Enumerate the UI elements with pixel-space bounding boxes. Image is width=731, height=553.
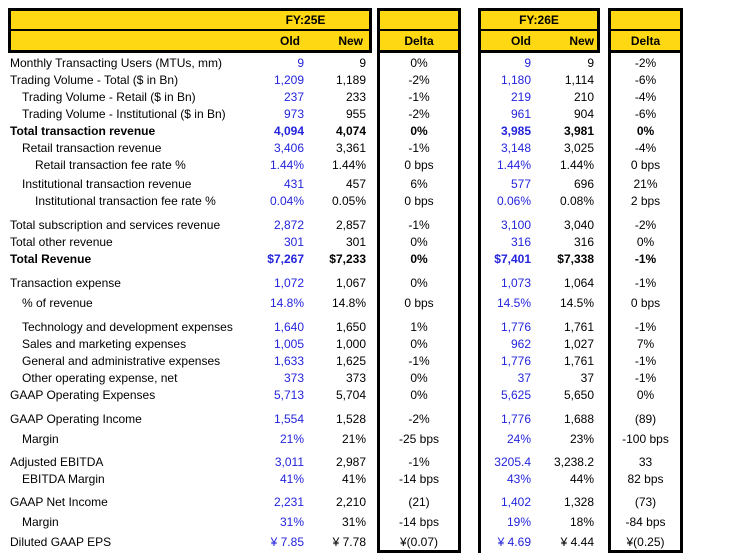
fy26-delta-cell: -84 bps [625, 515, 666, 529]
table-row [481, 89, 600, 106]
fy26-delta-cell: -6% [634, 73, 657, 87]
fy25-old-cell: 2,872 [273, 218, 304, 232]
table-row [8, 193, 372, 210]
table-row [8, 140, 372, 157]
table-row [481, 106, 600, 123]
fy26-old-cell: 1,180 [500, 73, 531, 87]
fy26-old-cell: 3205.4 [494, 455, 531, 469]
fy26-year-label: FY:26E [519, 13, 559, 27]
fy25-delta-header-blank [380, 11, 458, 31]
fy26-delta-cell: 0% [636, 388, 655, 402]
table-row [481, 370, 600, 387]
table-row [8, 176, 372, 193]
row-label: Retail transaction revenue [22, 141, 162, 155]
fy26-new-cell: 1,027 [563, 337, 594, 351]
fy26-delta-cell: 21% [633, 177, 658, 191]
table-row [481, 72, 600, 89]
fy26-old-cell: 19% [506, 515, 531, 529]
fy26-delta-cell: -1% [634, 252, 657, 266]
fy26-old-column-header: Old [511, 33, 531, 48]
fy26-old-cell: 43% [506, 472, 531, 486]
fy26-delta-cell: -4% [634, 141, 657, 155]
fy26-delta-cell: 0 bps [630, 158, 661, 172]
row-label: Retail transaction fee rate % [35, 158, 186, 172]
table-row [481, 353, 600, 370]
fy26-new-cell: 0.08% [559, 194, 594, 208]
fy25-delta-cell: 0 bps [404, 158, 434, 172]
fy25-old-cell: 237 [283, 90, 304, 104]
fy26-old-cell: 1,073 [500, 276, 531, 290]
fy26-new-cell: 3,981 [563, 124, 594, 138]
fy26-old-cell: 1,402 [500, 495, 531, 509]
fy26-delta-cell: -6% [634, 107, 657, 121]
fy26-section [478, 8, 600, 553]
table-row [8, 336, 372, 353]
fy25-new-cell: 1,625 [335, 354, 366, 368]
table-row [481, 251, 600, 268]
fy25-old-cell: 1,554 [273, 412, 304, 426]
fy25-delta-header [380, 11, 458, 53]
fy25-delta-cell: ¥(0.07) [399, 535, 439, 549]
fy26-new-cell: 1,328 [563, 495, 594, 509]
row-label: Margin [22, 432, 59, 446]
fy25-delta-cell: 0 bps [404, 194, 434, 208]
fy25-delta-cell: 0% [410, 276, 428, 290]
row-label: Margin [22, 515, 59, 529]
table-row [481, 336, 600, 353]
fy26-new-cell: ¥ 4.44 [560, 535, 594, 549]
fy25-header-box [8, 8, 372, 53]
row-label: Trading Volume - Institutional ($ in Bn) [22, 107, 226, 121]
fy26-delta-cell: 7% [636, 337, 655, 351]
fy26-delta-cell: ¥(0.25) [626, 535, 665, 549]
row-label: Adjusted EBITDA [10, 455, 104, 469]
row-label: Technology and development expenses [22, 320, 233, 334]
fy25-old-cell: 1.44% [269, 158, 304, 172]
fy25-new-column-header: New [338, 33, 363, 48]
fy26-delta-box [608, 8, 683, 553]
table-row [481, 387, 600, 404]
table-row [481, 431, 600, 448]
fy26-delta-cell: -1% [634, 320, 657, 334]
table-row [8, 471, 372, 488]
table-row [481, 494, 600, 511]
fy25-new-cell: 1.44% [331, 158, 366, 172]
table-row [8, 157, 372, 174]
table-row [481, 176, 600, 193]
table-row [8, 275, 372, 292]
fy25-new-cell: 31% [341, 515, 366, 529]
fy26-new-cell: 3,025 [563, 141, 594, 155]
fy25-year-label: FY:25E [285, 13, 326, 27]
fy26-delta-cell: -4% [634, 90, 657, 104]
table-row [8, 234, 372, 251]
fy25-new-cell: 3,361 [335, 141, 366, 155]
fy25-delta-cell: 0% [410, 388, 428, 402]
fy25-new-cell: 2,857 [335, 218, 366, 232]
fy25-old-cell: ¥ 7.85 [270, 535, 304, 549]
fy25-new-cell: 1,000 [335, 337, 366, 351]
fy26-old-cell: 961 [510, 107, 531, 121]
fy25-delta-body [380, 53, 458, 551]
row-label: Institutional transaction fee rate % [35, 194, 216, 208]
fy25-new-cell: 41% [341, 472, 366, 486]
fy26-old-cell: 3,985 [500, 124, 531, 138]
fy26-delta-cell: 33 [638, 455, 653, 469]
fy25-delta-box [377, 8, 461, 553]
fy26-old-cell: 1,776 [500, 412, 531, 426]
table-row [481, 319, 600, 336]
fy26-old-cell: 14.5% [496, 296, 531, 310]
fy26-new-column-header: New [569, 33, 594, 48]
fy26-old-cell: ¥ 4.69 [497, 535, 531, 549]
row-label: GAAP Net Income [10, 495, 108, 509]
table-row [8, 251, 372, 268]
fy26-old-cell: 0.06% [496, 194, 531, 208]
fy26-new-cell: 18% [569, 515, 594, 529]
fy25-section [8, 8, 372, 551]
table-row [8, 295, 372, 312]
fy26-delta-cell: -1% [634, 276, 657, 290]
fy26-old-cell: 3,100 [500, 218, 531, 232]
table-row [8, 55, 372, 72]
fy25-old-cell: 41% [279, 472, 304, 486]
table-row [481, 411, 600, 428]
fy26-delta-column-header: Delta [611, 31, 680, 53]
fy26-delta-cell: 0% [636, 124, 655, 138]
fy25-delta-cell: -2% [408, 412, 430, 426]
fy25-delta-cell: -14 bps [398, 515, 440, 529]
fy26-new-cell: 1,688 [563, 412, 594, 426]
fy26-new-cell: 44% [569, 472, 594, 486]
table-row [8, 411, 372, 428]
fy26-new-cell: 210 [573, 90, 594, 104]
table-row [8, 494, 372, 511]
table-row [481, 55, 600, 72]
fy25-new-cell: 5,704 [335, 388, 366, 402]
table-row [481, 234, 600, 251]
fy25-old-cell: 14.8% [269, 296, 304, 310]
fy25-new-cell: 301 [345, 235, 366, 249]
fy25-delta-cell: -14 bps [398, 472, 440, 486]
row-label: General and administrative expenses [22, 354, 221, 368]
table-row [8, 370, 372, 387]
fy25-new-cell: 1,067 [335, 276, 366, 290]
fy25-delta-cell: (21) [408, 495, 430, 509]
fy25-new-cell: 457 [345, 177, 366, 191]
fy25-old-cell: 31% [279, 515, 304, 529]
row-label: % of revenue [22, 296, 93, 310]
fy25-new-cell: 4,074 [335, 124, 366, 138]
row-label: Total subscription and services revenue [10, 218, 221, 232]
fy25-old-cell: 21% [279, 432, 304, 446]
fy25-old-cell: 1,209 [273, 73, 304, 87]
table-row [481, 140, 600, 157]
table-row [8, 431, 372, 448]
fy25-old-cell: 3,406 [273, 141, 304, 155]
fy26-new-cell: 37 [580, 371, 594, 385]
fy25-delta-cell: 0% [410, 337, 428, 351]
fy26-new-cell: 904 [573, 107, 594, 121]
fy26-delta-body [611, 53, 680, 551]
fy25-new-cell: 373 [345, 371, 366, 385]
fy25-delta-cell: -1% [408, 218, 430, 232]
fy26-delta-cell: -100 bps [622, 432, 669, 446]
fy26-old-cell: 962 [510, 337, 531, 351]
fy25-new-cell: $7,233 [329, 252, 366, 266]
fy25-old-cell: 1,640 [273, 320, 304, 334]
fy26-old-cell: 5,625 [500, 388, 531, 402]
table-row [481, 454, 600, 471]
fy26-new-cell: 1,114 [564, 73, 594, 87]
fy25-delta-cell: 0% [410, 124, 428, 138]
fy25-new-cell: 9 [359, 56, 366, 70]
fy26-old-cell: 3,148 [500, 141, 531, 155]
fy26-old-cell: 1,776 [500, 320, 531, 334]
fy26-delta-cell: (89) [634, 412, 657, 426]
fy26-delta-cell: 82 bps [627, 472, 664, 486]
fy26-new-cell: 3,238.2 [553, 455, 594, 469]
fy25-new-cell: ¥ 7.78 [332, 535, 366, 549]
row-label: Total transaction revenue [10, 124, 156, 138]
fy25-new-cell: 233 [345, 90, 366, 104]
fy26-new-cell: 23% [569, 432, 594, 446]
fy26-old-cell: 9 [524, 56, 531, 70]
fy26-new-cell: 1,761 [563, 354, 594, 368]
fy25-old-cell: 1,633 [273, 354, 304, 368]
fy25-delta-cell: -1% [408, 141, 430, 155]
table-row [8, 454, 372, 471]
fy26-delta-cell: -1% [634, 354, 657, 368]
fy26-new-cell: 316 [573, 235, 594, 249]
fy25-new-cell: 955 [345, 107, 366, 121]
fy26-delta-cell: -2% [634, 56, 657, 70]
fy26-new-cell: 1,761 [563, 320, 594, 334]
fy25-delta-cell: -2% [408, 73, 430, 87]
fy25-delta-cell: -2% [408, 107, 430, 121]
fy26-old-cell: 219 [510, 90, 531, 104]
fy25-delta-cell: 0% [410, 252, 428, 266]
fy25-old-cell: 4,094 [273, 124, 304, 138]
fy26-old-cell: 316 [510, 235, 531, 249]
fy25-new-cell: 21% [341, 432, 366, 446]
fy25-new-cell: 1,189 [335, 73, 366, 87]
fy26-header-box [481, 8, 600, 53]
table-row [481, 514, 600, 531]
table-row [481, 275, 600, 292]
fy25-body [8, 53, 372, 551]
fy25-old-cell: $7,267 [267, 252, 304, 266]
fy25-new-cell: 2,210 [335, 495, 366, 509]
fy25-new-cell: 2,987 [335, 455, 366, 469]
fy26-body [481, 53, 600, 551]
fy26-delta-cell: 2 bps [630, 194, 661, 208]
table-row [481, 217, 600, 234]
fy26-header-row [481, 11, 597, 31]
fy25-delta-cell: -25 bps [398, 432, 440, 446]
fy25-subheader-row [11, 31, 369, 50]
fy25-new-cell: 1,528 [335, 412, 366, 426]
fy25-delta-cell: -1% [408, 354, 430, 368]
table-row [481, 157, 600, 174]
fy25-old-cell: 431 [283, 177, 304, 191]
fy25-old-cell: 1,005 [273, 337, 304, 351]
row-label: GAAP Operating Expenses [10, 388, 156, 402]
fy26-old-cell: 24% [506, 432, 531, 446]
fy26-new-cell: 5,650 [563, 388, 594, 402]
fy25-new-cell: 0.05% [331, 194, 366, 208]
table-row [8, 72, 372, 89]
fy26-delta-cell: 0 bps [630, 296, 661, 310]
fy26-delta-header [611, 11, 680, 53]
fy25-delta-column-header: Delta [380, 31, 458, 53]
row-label: Total other revenue [10, 235, 113, 249]
fy26-old-cell: $7,401 [494, 252, 531, 266]
table-row [481, 295, 600, 312]
table-row [481, 534, 600, 551]
fy25-delta-cell: -1% [408, 90, 430, 104]
fy26-new-cell: 9 [587, 56, 594, 70]
fy26-old-cell: 37 [517, 371, 531, 385]
fy26-delta-header-blank [611, 11, 680, 31]
fy26-subheader-row [481, 31, 597, 50]
fy26-new-cell: 1.44% [559, 158, 594, 172]
fy25-old-cell: 9 [297, 56, 304, 70]
fy25-old-cell: 5,713 [273, 388, 304, 402]
fy25-delta-cell: 0 bps [404, 296, 434, 310]
fy26-new-cell: 3,040 [563, 218, 594, 232]
fy25-old-cell: 0.04% [269, 194, 304, 208]
table-row [8, 106, 372, 123]
fy25-old-cell: 373 [283, 371, 304, 385]
row-label: Monthly Transacting Users (MTUs, mm) [10, 56, 223, 70]
table-row [8, 514, 372, 531]
fy25-delta-cell: 0% [410, 56, 428, 70]
table-row [481, 193, 600, 210]
fy26-delta-cell: -1% [634, 371, 657, 385]
fy25-delta-cell: -1% [408, 455, 430, 469]
fy26-new-cell: $7,338 [557, 252, 594, 266]
row-label: EBITDA Margin [22, 472, 105, 486]
table-row [8, 123, 372, 140]
fy25-delta-cell: 0% [410, 235, 428, 249]
fy25-header-row [11, 11, 369, 31]
fy25-old-column-header: Old [280, 33, 300, 48]
fy26-old-cell: 1,776 [500, 354, 531, 368]
fy26-delta-cell: (73) [634, 495, 657, 509]
table-row [8, 89, 372, 106]
fy25-new-cell: 14.8% [331, 296, 366, 310]
row-label: Sales and marketing expenses [22, 337, 187, 351]
fy26-new-cell: 696 [573, 177, 594, 191]
table-row [8, 319, 372, 336]
fy26-delta-cell: -2% [634, 218, 657, 232]
fy26-new-cell: 1,064 [563, 276, 594, 290]
fy26-old-cell: 1.44% [496, 158, 531, 172]
table-row [8, 353, 372, 370]
fy26-new-cell: 14.5% [559, 296, 594, 310]
table-row [481, 123, 600, 140]
row-label: Institutional transaction revenue [22, 177, 192, 191]
fy25-old-cell: 3,011 [274, 455, 304, 469]
row-label: Total Revenue [10, 252, 92, 266]
table-row [8, 387, 372, 404]
fy25-old-cell: 973 [283, 107, 304, 121]
row-label: Trading Volume - Total ($ in Bn) [10, 73, 179, 87]
fy26-old-cell: 577 [510, 177, 531, 191]
fy25-delta-cell: 6% [410, 177, 428, 191]
row-label: GAAP Operating Income [10, 412, 142, 426]
table-row [8, 217, 372, 234]
table-row [481, 471, 600, 488]
fy25-delta-cell: 0% [410, 371, 428, 385]
fy25-old-cell: 2,231 [273, 495, 304, 509]
row-label: Diluted GAAP EPS [10, 535, 112, 549]
row-label: Trading Volume - Retail ($ in Bn) [22, 90, 196, 104]
row-label: Transaction expense [10, 276, 121, 290]
table-row [8, 534, 372, 551]
row-label: Other operating expense, net [22, 371, 178, 385]
fy25-new-cell: 1,650 [335, 320, 366, 334]
fy26-delta-cell: 0% [636, 235, 655, 249]
fy25-old-cell: 1,072 [273, 276, 304, 290]
fy25-delta-cell: 1% [410, 320, 428, 334]
fy25-old-cell: 301 [283, 235, 304, 249]
